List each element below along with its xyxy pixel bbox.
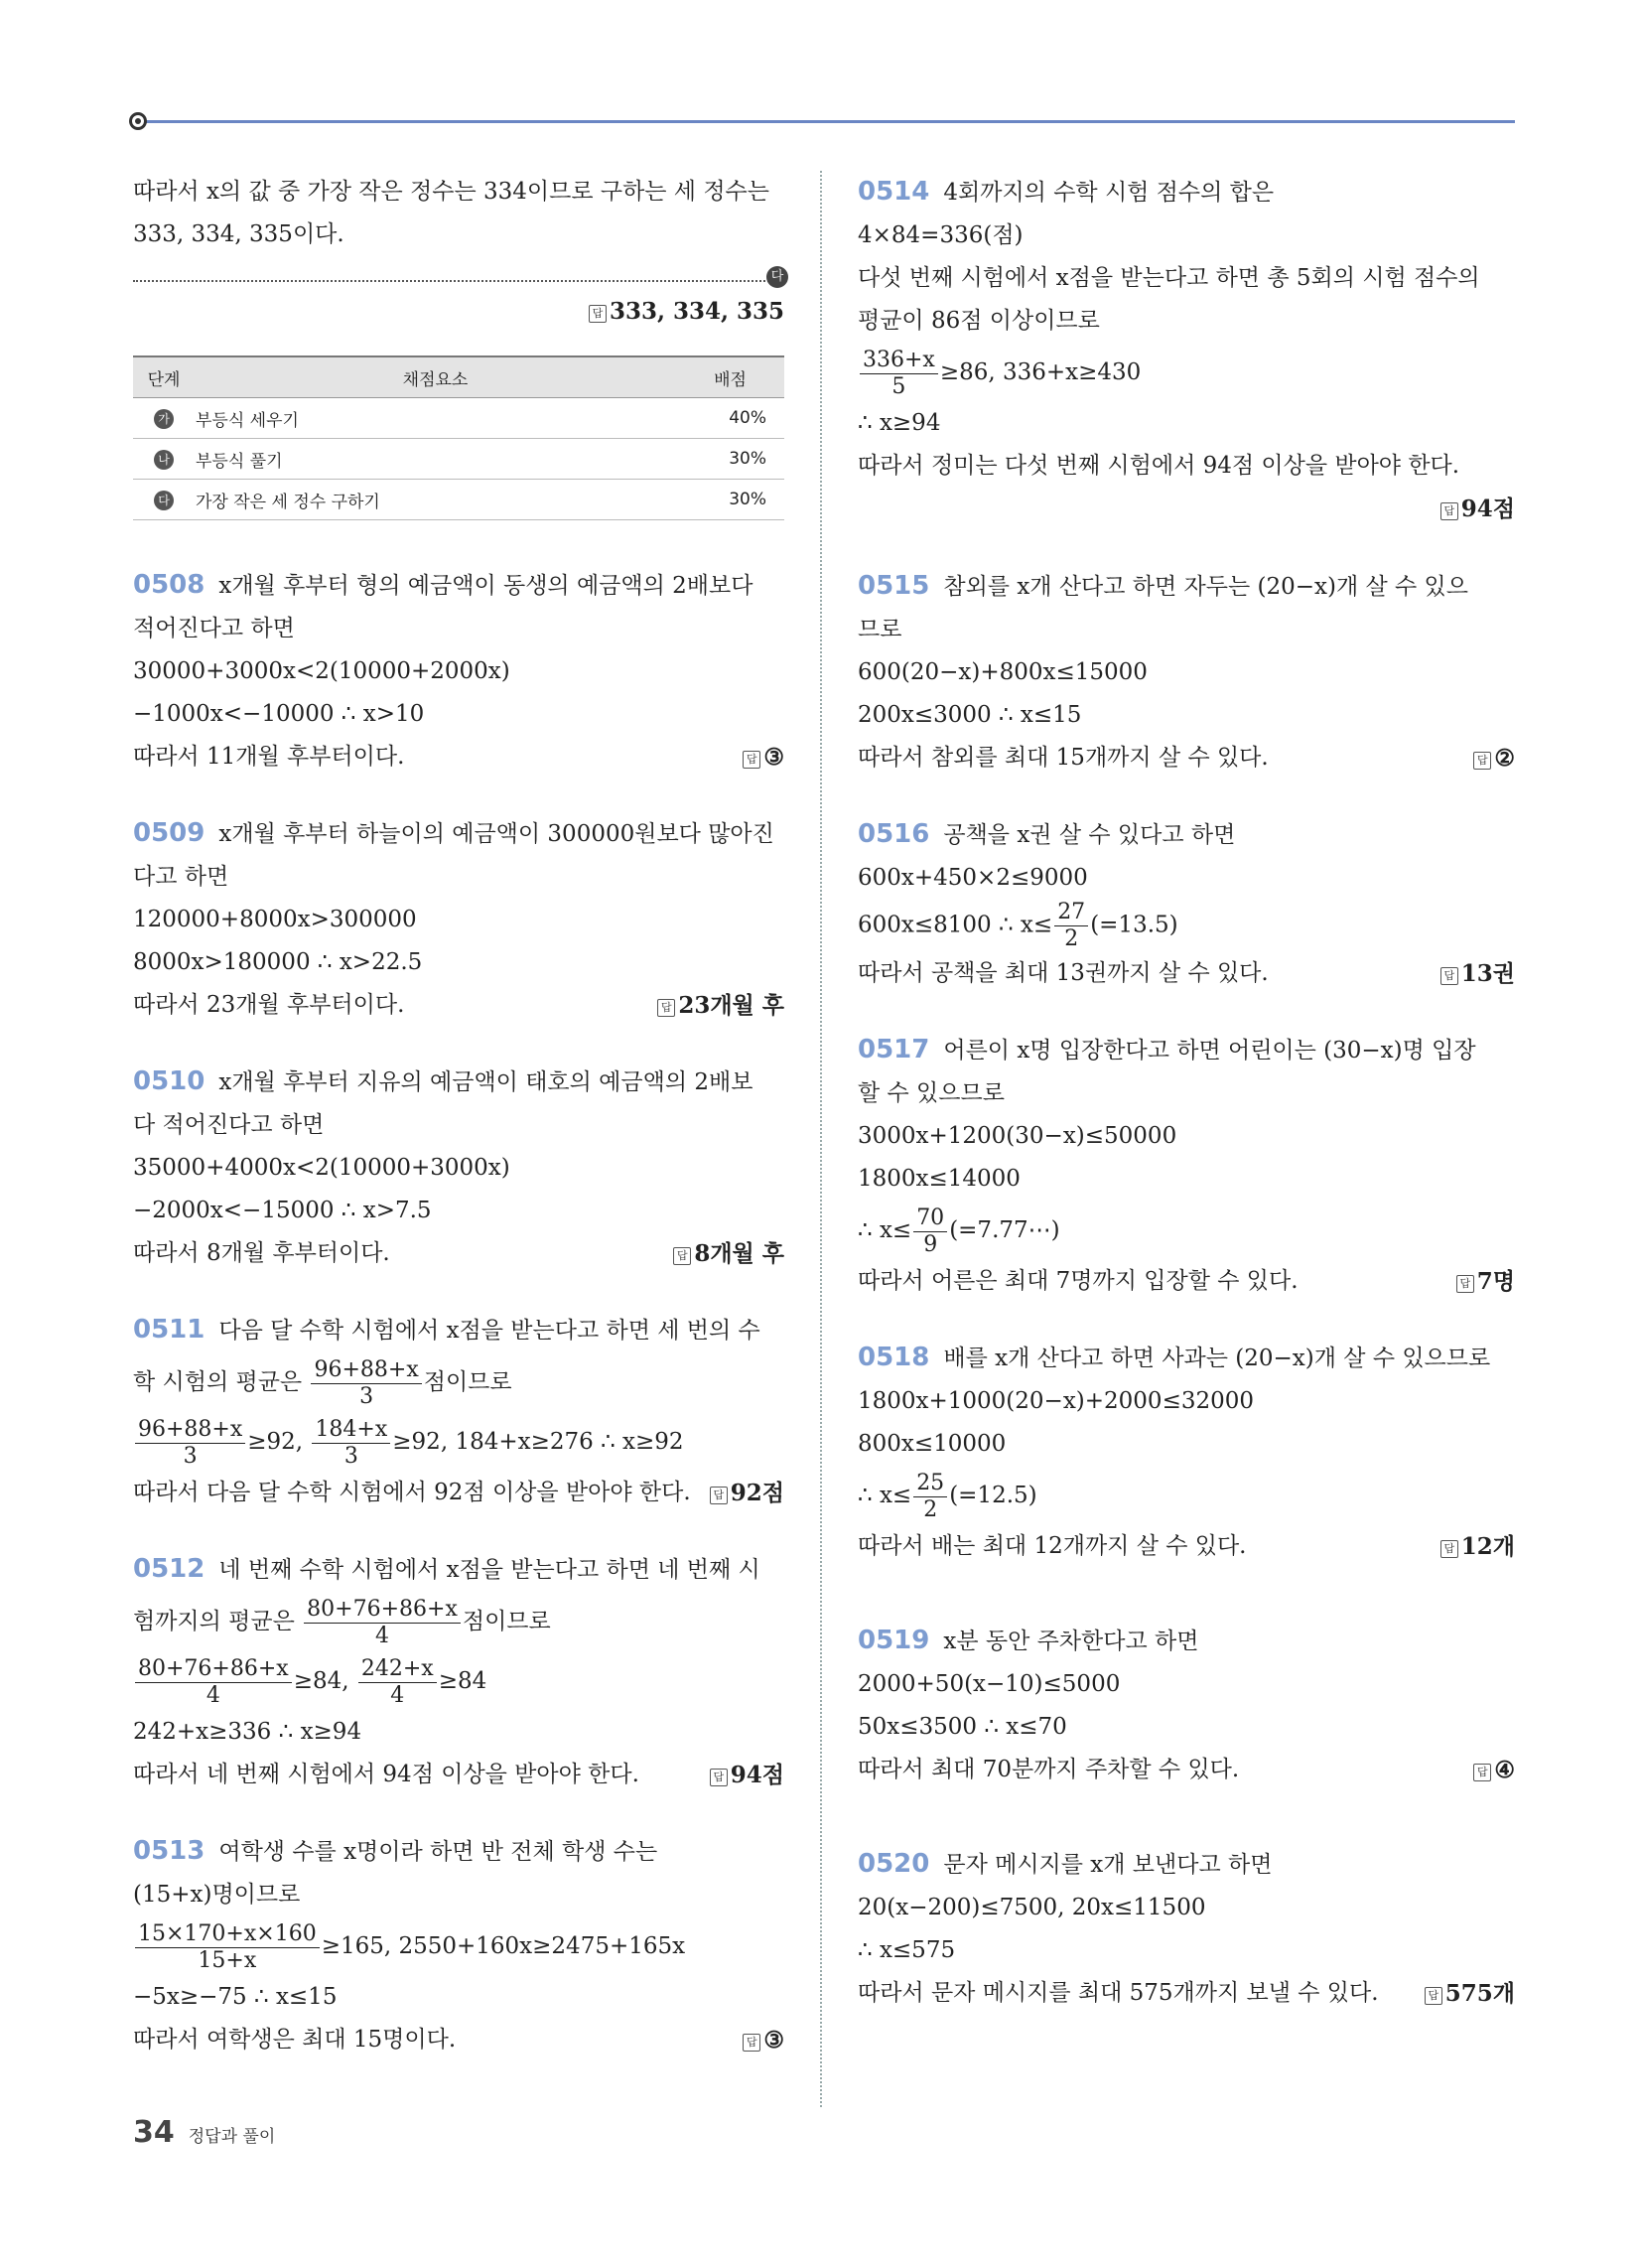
problem-text: 4회까지의 수학 시험 점수의 합은: [943, 180, 1275, 206]
equation: 1800x+1000(20−x)+2000≤32000: [858, 1388, 1255, 1414]
column-divider: [820, 171, 822, 2107]
equation: ≥165, 2550+160x≥2475+165x: [321, 1933, 686, 1959]
table-row: [133, 439, 784, 480]
equation: (=13.5): [1090, 912, 1178, 938]
equation: 600x+450×2≤9000: [858, 865, 1088, 891]
conclusion: 따라서 8개월 후부터이다.: [133, 1240, 390, 1266]
fraction: $\frac{184+x}{3}$: [312, 1417, 390, 1470]
fraction: $\frac{27}{2}$: [1054, 900, 1088, 952]
problem-text: 다섯 번째 시험에서 x점을 받는다고 하면 총 5회의 시험 점수의: [858, 265, 1480, 291]
problem-number: 0515: [858, 571, 930, 601]
problem-0514: [858, 171, 1515, 531]
conclusion: 따라서 최대 70분까지 주차할 수 있다.: [858, 1757, 1240, 1782]
fraction: $\frac{25}{2}$: [913, 1471, 947, 1523]
top-rule-dot-icon: [129, 112, 147, 130]
problem-number: 0511: [133, 1315, 205, 1345]
step-mark-icon: 가: [154, 409, 174, 429]
answer-icon: 답: [1440, 502, 1458, 520]
equation: ≥92, 184+x≥276 ∴ x≥92: [392, 1429, 684, 1455]
problem-text: x개월 후부터 지유의 예금액이 태호의 예금액의 2배보: [218, 1069, 753, 1095]
right-column: [858, 171, 1515, 2015]
answer-icon: 답: [673, 1247, 691, 1265]
problem-0519: [858, 1620, 1515, 1791]
table-cell: 부등식 풀기: [195, 439, 676, 480]
equation: 20(x−200)≤7500, 20x≤11500: [858, 1895, 1206, 1920]
problem-text: 점이므로: [423, 1369, 512, 1395]
intro-line-2: 333, 334, 335이다.: [133, 221, 344, 247]
fraction: $\frac{80+76+86+x}{4}$: [304, 1597, 461, 1649]
dotted-rule: [133, 270, 784, 282]
equation: ≥84: [438, 1668, 487, 1694]
intro-line-1: 따라서 x의 값 중 가장 작은 정수는 334이므로 구하는 세 정수는: [133, 179, 769, 205]
problem-text: 여학생 수를 x명이라 하면 반 전체 학생 수는: [218, 1839, 658, 1865]
equation: −2000x<−15000 ∴ x>7.5: [133, 1198, 432, 1223]
page-number: 34: [133, 2115, 175, 2150]
problem-text: 공책을 x권 살 수 있다고 하면: [943, 822, 1236, 848]
problem-number: 0510: [133, 1066, 205, 1096]
equation: 120000+8000x>300000: [133, 907, 417, 932]
answer-icon: 답: [710, 1487, 728, 1504]
equation: −1000x<−10000 ∴ x>10: [133, 701, 425, 727]
left-column: [133, 171, 784, 2061]
problem-text: 네 번째 수학 시험에서 x점을 받는다고 하면 네 번째 시: [218, 1557, 760, 1583]
problem-text: (15+x)명이므로: [133, 1882, 301, 1908]
problem-text: 험까지의 평균은: [133, 1609, 295, 1634]
fraction: $\frac{70}{9}$: [913, 1205, 947, 1258]
equation: ∴ x≤: [858, 1217, 912, 1243]
problem-text: 참외를 x개 산다고 하면 자두는 (20−x)개 살 수 있으: [943, 574, 1468, 600]
problem-number: 0518: [858, 1343, 930, 1372]
problem-number: 0509: [133, 818, 205, 848]
problem-text: 점이므로: [462, 1609, 551, 1634]
equation: 242+x≥336 ∴ x≥94: [133, 1719, 362, 1745]
step-mark-icon: 다: [154, 491, 174, 510]
answer-icon: 답: [710, 1769, 728, 1786]
fraction: $\frac{242+x}{4}$: [358, 1656, 437, 1709]
problem-text: 다고 하면: [133, 864, 229, 890]
problem-text: 평균이 86점 이상이므로: [858, 308, 1100, 334]
problem-number: 0520: [858, 1849, 930, 1879]
table-cell: 40%: [676, 398, 784, 439]
problem-number: 0512: [133, 1554, 205, 1584]
equation: −5x≥−75 ∴ x≤15: [133, 1984, 338, 2010]
equation: ≥86, 336+x≥430: [939, 359, 1142, 385]
answer: 94점: [730, 1762, 784, 1788]
conclusion: 따라서 23개월 후부터이다.: [133, 992, 405, 1018]
equation: 8000x>180000 ∴ x>22.5: [133, 949, 423, 975]
top-rule: [133, 120, 1515, 123]
table-row: [133, 398, 784, 439]
answer: 92점: [730, 1480, 784, 1506]
answer: ③: [763, 744, 784, 771]
answer: 575개: [1444, 1980, 1515, 2007]
answer: 7명: [1476, 1268, 1515, 1295]
equation: 800x≤10000: [858, 1431, 1007, 1457]
problem-text: 다 적어진다고 하면: [133, 1112, 325, 1138]
equation: 50x≤3500 ∴ x≤70: [858, 1714, 1067, 1740]
equation: 200x≤3000 ∴ x≤15: [858, 702, 1082, 728]
conclusion: 따라서 문자 메시지를 최대 575개까지 보낼 수 있다.: [858, 1980, 1379, 2006]
conclusion: 따라서 참외를 최대 15개까지 살 수 있다.: [858, 745, 1269, 771]
problem-text: 적어진다고 하면: [133, 616, 295, 641]
fraction: $\frac{96+88+x}{3}$: [135, 1417, 245, 1470]
answer-icon: 답: [1440, 967, 1458, 985]
table-cell: 30%: [676, 439, 784, 480]
answer: ②: [1494, 745, 1515, 772]
step-mark-icon: 다: [766, 266, 788, 288]
problem-text: 학 시험의 평균은: [133, 1369, 303, 1395]
scoring-table: [133, 355, 784, 520]
equation: ∴ x≤: [858, 1483, 912, 1508]
conclusion: 따라서 다음 달 수학 시험에서 92점 이상을 받아야 한다.: [133, 1480, 691, 1505]
table-header: 배점: [676, 356, 784, 398]
answer-icon: 답: [1456, 1275, 1474, 1293]
problem-0513: [133, 1830, 784, 2061]
fraction: $\frac{96+88+x}{3}$: [311, 1357, 421, 1410]
problem-number: 0517: [858, 1035, 930, 1064]
answer: ④: [1494, 1757, 1515, 1783]
problem-number: 0508: [133, 570, 205, 600]
answer-icon: 답: [743, 2034, 760, 2052]
problem-0520: [858, 1843, 1515, 2015]
table-cell: 부등식 세우기: [195, 398, 676, 439]
step-mark-icon: 나: [154, 450, 174, 470]
problem-number: 0514: [858, 177, 930, 207]
problem-text: x개월 후부터 하늘이의 예금액이 300000원보다 많아진: [218, 821, 774, 847]
problem-0509: [133, 812, 784, 1027]
equation: 30000+3000x<2(10000+2000x): [133, 658, 510, 684]
answer: ③: [763, 2027, 784, 2054]
problem-text: 다음 달 수학 시험에서 x점을 받는다고 하면 세 번의 수: [218, 1318, 760, 1344]
problem-text: 문자 메시지를 x개 보낸다고 하면: [943, 1852, 1273, 1878]
equation: (=7.77⋯): [949, 1217, 1060, 1243]
problem-number: 0519: [858, 1626, 930, 1655]
equation: ∴ x≤575: [858, 1937, 956, 1963]
problem-text: 므로: [858, 617, 902, 642]
problem-text: x개월 후부터 형의 예금액이 동생의 예금액의 2배보다: [218, 573, 753, 599]
equation: ≥84,: [293, 1668, 349, 1694]
answer-icon: 답: [743, 751, 760, 769]
answer-icon: 답: [1473, 1764, 1491, 1781]
equation: 3000x+1200(30−x)≤50000: [858, 1123, 1177, 1149]
page-footer: [133, 2115, 275, 2150]
equation: 35000+4000x<2(10000+3000x): [133, 1155, 510, 1181]
answer-icon: 답: [1473, 752, 1491, 770]
table-cell: 가장 작은 세 정수 구하기: [195, 480, 676, 520]
intro-answer-line: [133, 290, 784, 334]
problem-0512: [133, 1548, 784, 1796]
problem-0511: [133, 1309, 784, 1514]
answer-icon: 답: [1425, 1987, 1442, 2005]
fraction: $\frac{80+76+86+x}{4}$: [135, 1656, 292, 1709]
table-cell: 30%: [676, 480, 784, 520]
conclusion: 따라서 어른은 최대 7명까지 입장할 수 있다.: [858, 1268, 1299, 1294]
problem-text: 어른이 x명 입장한다고 하면 어린이는 (30−x)명 입장: [943, 1038, 1476, 1063]
equation: 4×84=336(점): [858, 222, 1024, 248]
table-header: 단계: [133, 356, 195, 398]
answer-icon: 답: [1440, 1540, 1458, 1558]
equation: 1800x≤14000: [858, 1166, 1021, 1192]
fraction: $\frac{336+x}{5}$: [860, 348, 938, 400]
problem-text: 할 수 있으므로: [858, 1080, 1005, 1106]
answer: 12개: [1460, 1533, 1515, 1560]
problem-number: 0513: [133, 1836, 205, 1866]
answer-icon: 답: [589, 305, 607, 323]
equation: 600x≤8100 ∴ x≤: [858, 912, 1053, 938]
problem-0516: [858, 813, 1515, 995]
fraction: $\frac{15\times 170+x\times 160}{15+x}$: [135, 1921, 320, 1974]
intro-block: [133, 171, 784, 520]
answer: 8개월 후: [694, 1240, 784, 1267]
problem-0518: [858, 1337, 1515, 1568]
problem-text: 배를 x개 산다고 하면 사과는 (20−x)개 살 수 있으므로: [943, 1346, 1491, 1371]
conclusion: 따라서 여학생은 최대 15명이다.: [133, 2027, 457, 2053]
problem-0517: [858, 1029, 1515, 1303]
conclusion: 따라서 배는 최대 12개까지 살 수 있다.: [858, 1533, 1247, 1559]
equation: 600(20−x)+800x≤15000: [858, 659, 1148, 685]
footer-label: 정답과 풀이: [188, 2127, 276, 2147]
equation: ≥92,: [247, 1429, 304, 1455]
answer: 23개월 후: [678, 992, 784, 1019]
equation: (=12.5): [949, 1483, 1037, 1508]
problem-text: x분 동안 주차한다고 하면: [943, 1629, 1199, 1654]
intro-answer: 333, 334, 335: [609, 298, 784, 325]
problem-number: 0516: [858, 819, 930, 849]
answer: 13권: [1460, 960, 1515, 987]
conclusion: 따라서 정미는 다섯 번째 시험에서 94점 이상을 받아야 한다.: [858, 453, 1460, 479]
problem-0510: [133, 1061, 784, 1275]
answer: 94점: [1460, 496, 1515, 522]
conclusion: 따라서 11개월 후부터이다.: [133, 744, 405, 770]
answer-icon: 답: [657, 999, 675, 1017]
problem-0515: [858, 565, 1515, 780]
equation: 2000+50(x−10)≤5000: [858, 1671, 1121, 1697]
table-header: 채점요소: [195, 356, 676, 398]
equation: ∴ x≥94: [858, 410, 941, 436]
conclusion: 따라서 네 번째 시험에서 94점 이상을 받아야 한다.: [133, 1762, 639, 1787]
problem-0508: [133, 564, 784, 779]
table-row: [133, 480, 784, 520]
conclusion: 따라서 공책을 최대 13권까지 살 수 있다.: [858, 960, 1269, 986]
